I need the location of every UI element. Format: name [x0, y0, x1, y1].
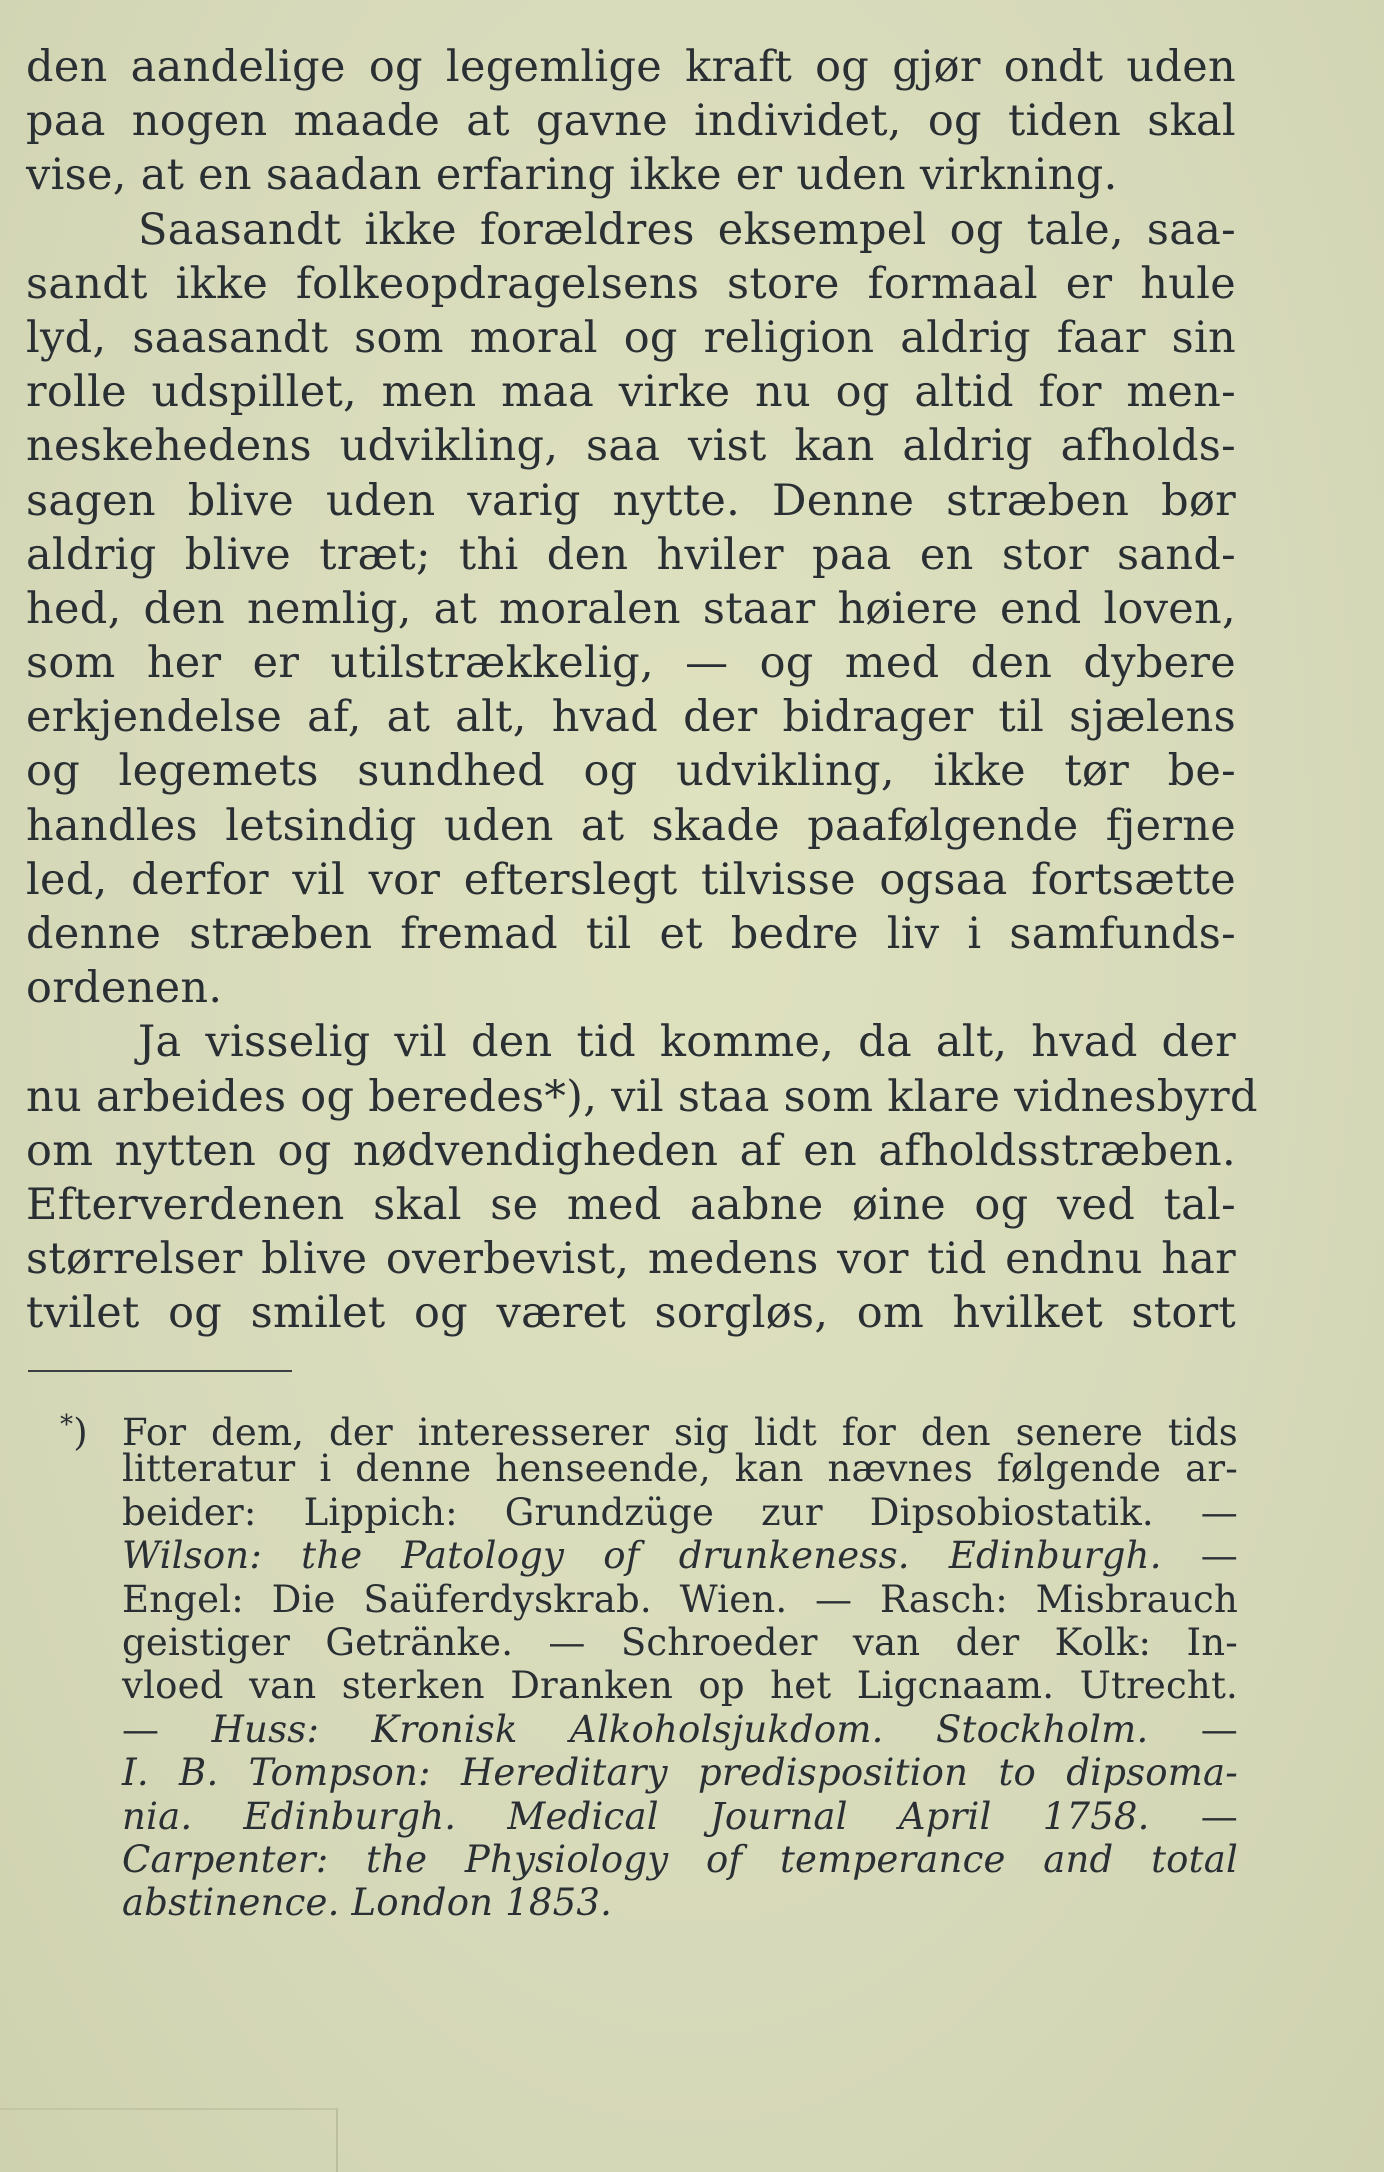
footnote-line: geistiger Getränke. — Schroeder van der Kolk: In- [122, 1620, 1238, 1664]
footnote-block [60, 1404, 1238, 1925]
body-line: nu arbeides og beredes*), vil staa som klare vidnesbyrd [26, 1071, 1258, 1122]
body-line: neskehedens udvikling, saa vist kan aldrig afholds- [26, 421, 1236, 472]
body-line: lyd, saasandt som moral og religion aldrig faar sin [26, 312, 1236, 363]
footnote-line: beider: Lippich: Grundzüge zur Dipsobiostatik. — [122, 1490, 1238, 1534]
body-line: Efterverdenen skal se med aabne øine og ved tal- [26, 1179, 1236, 1230]
footnote-line: Wilson: the Patology of drunkeness. Edinburgh. — [122, 1534, 1238, 1578]
body-line: ordenen. [26, 963, 223, 1014]
body-line: som her er utilstrækkelig, — og med den dybere [26, 638, 1236, 689]
body-line: tvilet og smilet og været sorgløs, om hvilket stort [26, 1288, 1236, 1339]
body-line: den aandelige og legemlige kraft og gjør ondt uden [26, 42, 1236, 92]
body-line: denne stræben fremad til et bedre liv i samfunds- [26, 909, 1236, 959]
footnote-line: Engel: Die Saüferdyskrab. Wien. — Rasch: Misbrauch [122, 1577, 1238, 1621]
footnote-line: *) For dem, der interesserer sig lidt for den senere tids [60, 1404, 1238, 1447]
footnote-line: litteratur i denne henseende, kan nævnes følgende ar- [122, 1447, 1238, 1491]
footnote-line: vloed van sterken Dranken op het Ligcnaam. Utrecht. [122, 1664, 1238, 1708]
body-line: sandt ikke folkeopdragelsens store formaal er hule [26, 258, 1236, 309]
body-line: aldrig blive træt; thi den hviler paa en stor sand- [26, 529, 1236, 580]
body-line: rolle udspillet, men maa virke nu og altid for men- [26, 367, 1236, 418]
footnote-line: nia. Edinburgh. Medical Journal April 1758. — [122, 1794, 1238, 1838]
body-line: og legemets sundhed og udvikling, ikke tør be- [26, 746, 1236, 797]
paragraph-start-line: Saasandt ikke forældres eksempel og tale, saa- [138, 204, 1236, 255]
body-line: handles letsindig uden at skade paafølgende fjerne [26, 800, 1236, 851]
main-body-text [26, 40, 1258, 1341]
body-line: sagen blive uden varig nytte. Denne stræben bør [26, 475, 1236, 526]
paragraph-start-line: Ja visselig vil den tid komme, da alt, hvad der [138, 1017, 1236, 1068]
body-line: om nytten og nødvendigheden af en afholdsstræben. [26, 1125, 1236, 1176]
footnote-divider [28, 1370, 292, 1372]
footnote-line: abstinence. London 1853. [122, 1881, 613, 1925]
body-line: led, derfor vil vor efterslegt tilvisse ogsaa fortsætte [26, 854, 1236, 905]
body-line: hed, den nemlig, at moralen staar høiere end loven, [26, 583, 1236, 634]
footnote-line: Carpenter: the Physiology of temperance and total [122, 1837, 1238, 1881]
body-line: erkjendelse af, at alt, hvad der bidrager til sjælens [26, 692, 1236, 743]
footnote-line: I. B. Tompson: Hereditary predisposition to dipsoma- [122, 1751, 1238, 1795]
body-line: størrelser blive overbevist, medens vor tid endnu har [26, 1234, 1236, 1285]
body-line: vise, at en saadan erfaring ikke er uden virkning. [26, 150, 1118, 201]
scan-edge-shadow [0, 2108, 338, 2172]
body-line: paa nogen maade at gavne individet, og tiden skal [26, 96, 1236, 147]
footnote-marker: *) [60, 1410, 88, 1454]
footnote-line: — Huss: Kronisk Alkoholsjukdom. Stockholm. — [122, 1707, 1238, 1751]
